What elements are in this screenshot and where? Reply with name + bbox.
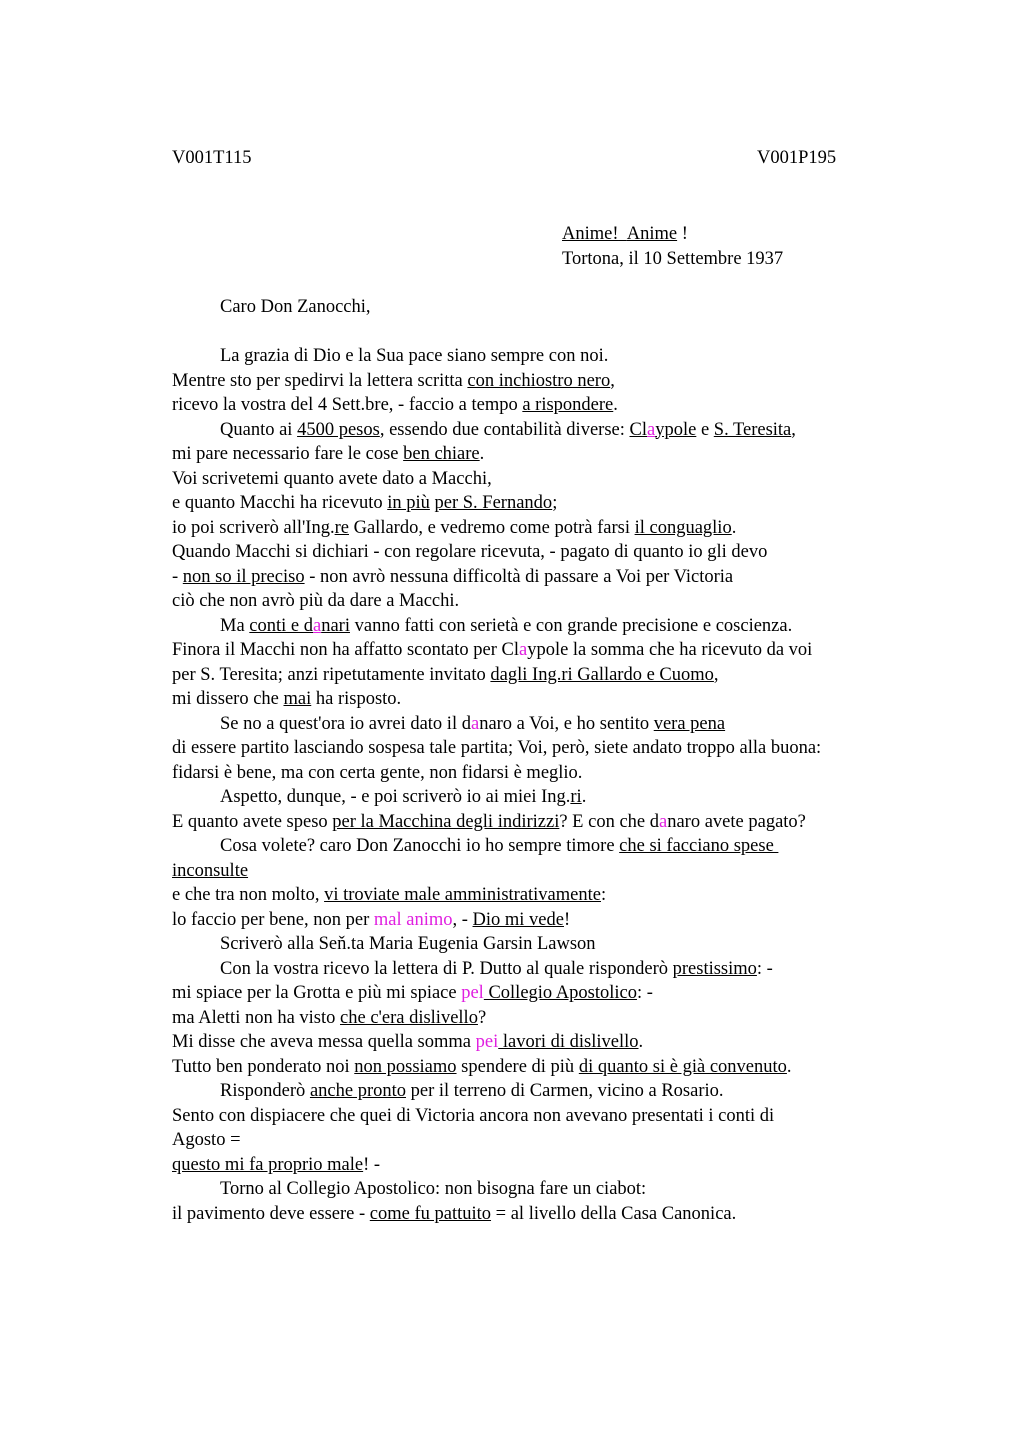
text-segment: Torno al Collegio Apostolico: non bisogna fare un ciabot:: [220, 1179, 647, 1199]
text-segment: di essere partito lasciando sospesa tale partita; Voi, però, siete andato troppo alla buona:: [172, 738, 822, 758]
letter-line: [172, 736, 912, 761]
letter-line: [172, 516, 912, 541]
motto: [562, 222, 783, 247]
letter-line: [172, 418, 912, 443]
text-segment: : -: [756, 958, 773, 979]
underlined-text: conti e d: [249, 615, 313, 636]
underlined-text: per la Macchina degli indirizzi: [332, 811, 560, 832]
highlighted-text: a: [470, 713, 480, 734]
text-segment: naro a Voi, e ho sentito: [479, 713, 654, 734]
text-segment: Cosa volete? caro Don Zanocchi io ho sempre timore: [220, 836, 620, 856]
text-segment: E quanto avete speso: [172, 811, 333, 832]
text-segment: Quanto ai: [220, 419, 298, 440]
underlined-text: con inchiostro nero: [467, 370, 611, 391]
letter-line: [172, 540, 912, 565]
text-segment: ;: [552, 493, 558, 513]
text-segment: ,: [610, 370, 615, 391]
underlined-text: questo mi fa proprio male: [172, 1154, 364, 1175]
underlined-text: re: [334, 517, 349, 538]
text-segment: .: [786, 1056, 792, 1077]
underlined-text: per S. Fernando: [434, 493, 553, 513]
underlined-text: nari: [321, 615, 350, 636]
underlined-text: ri: [570, 787, 582, 807]
text-segment: il pavimento deve essere -: [172, 1203, 370, 1224]
text-segment: mi spiace per la Grotta e più mi spiace: [172, 983, 462, 1003]
text-segment: .: [731, 517, 737, 538]
underlined-text: a rispondere: [522, 395, 614, 415]
text-segment: , essendo due contabilità diverse:: [379, 419, 630, 440]
text-segment: e quanto Macchi ha ricevuto: [172, 493, 388, 513]
text-segment: Risponderò: [220, 1081, 310, 1101]
text-segment: Voi scrivetemi quanto avete dato a Macchi,: [172, 468, 492, 489]
text-segment: ? E con che d: [559, 811, 659, 832]
text-segment: naro avete pagato?: [667, 811, 806, 832]
letter-line: [172, 810, 912, 835]
text-segment: Mi disse che aveva messa quella somma: [172, 1032, 476, 1052]
motto-word-1: Anime!: [562, 224, 619, 244]
text-segment: ?: [477, 1007, 487, 1028]
letter-line: [172, 1006, 912, 1031]
text-segment: e che tra non molto,: [172, 885, 325, 905]
letter-line: [172, 663, 912, 688]
text-segment: :: [600, 885, 607, 905]
text-segment: per S. Teresita; anzi ripetutamente invitato: [172, 664, 491, 685]
letter-line: [172, 565, 912, 590]
letter-line: [172, 1177, 912, 1202]
text-segment: - non avrò nessuna difficoltà di passare a Voi per Victoria: [304, 566, 734, 587]
text-segment: -: [172, 566, 183, 587]
text-segment: Ma: [220, 615, 250, 636]
letter-line: [172, 883, 912, 908]
text-segment: ciò che non avrò più da dare a Macchi.: [172, 591, 460, 611]
letter-line: [172, 614, 912, 639]
text-segment: Scriverò alla Seň.ta Maria Eugenia Garsin Lawson: [220, 934, 596, 954]
motto-end: !: [677, 224, 688, 244]
highlighted-text: mal animo: [373, 909, 453, 930]
archive-code-left: V001T115: [172, 148, 252, 168]
highlighted-text: pel: [461, 983, 484, 1003]
underlined-text: che c'era dislivello: [340, 1007, 478, 1028]
underlined-text: non possiamo: [354, 1056, 457, 1077]
text-segment: ma Aletti non ha visto: [172, 1007, 341, 1028]
underlined-text: di quanto si è già convenuto: [578, 1056, 787, 1077]
motto-word-2: Anime: [626, 224, 678, 244]
highlighted-text: a: [518, 640, 528, 660]
text-segment: Aspetto, dunque, - e poi scriverò io ai miei Ing.: [220, 787, 571, 807]
text-segment: io poi scriverò all'Ing.: [172, 517, 335, 538]
text-segment: ricevo la vostra del 4 Sett.bre, - faccio a tempo: [172, 395, 523, 415]
letter-line: [172, 369, 912, 394]
letter-line: [172, 1202, 912, 1227]
text-segment: Sento con dispiacere che quei di Victoria ancora non avevano presentati i conti di: [172, 1105, 775, 1126]
underlined-text: anche pronto: [309, 1081, 406, 1101]
text-segment: lo faccio per bene, non per: [172, 909, 374, 930]
letter-line: [172, 1030, 912, 1055]
text-segment: Gallardo, e vedremo come potrà farsi: [348, 517, 635, 538]
underlined-text: Cl: [629, 419, 647, 440]
letter-line: [172, 859, 912, 884]
underlined-text: dagli Ing.ri Gallardo e Cuomo: [490, 664, 714, 685]
highlighted-text: a: [646, 419, 656, 440]
letter-line: [172, 344, 912, 369]
text-segment: ,: [713, 664, 719, 685]
heading-block: [562, 222, 783, 271]
underlined-text: ypole: [655, 419, 697, 440]
highlighted-text: a: [313, 615, 322, 636]
text-segment: e: [696, 419, 714, 440]
text-segment: Se no a quest'ora io avrei dato il d: [220, 713, 471, 734]
letter-body: [172, 344, 912, 1226]
archive-code-right: V001P195: [757, 148, 837, 168]
text-segment: .: [613, 395, 618, 415]
motto-gap: [619, 224, 627, 244]
letter-line: [172, 981, 912, 1006]
letter-line: [172, 957, 912, 982]
letter-line: [172, 491, 912, 516]
text-segment: , -: [452, 909, 473, 930]
text-segment: .: [581, 787, 587, 807]
greeting: Caro Don Zanocchi,: [220, 297, 371, 317]
text-segment: = al livello della Casa Canonica.: [491, 1203, 737, 1224]
text-segment: vanno fatti con serietà e con grande precisione e coscienza.: [349, 615, 793, 636]
underlined-text: Dio mi vede: [472, 909, 564, 930]
underlined-text: vi troviate male amministrativamente: [324, 885, 601, 905]
text-segment: .: [479, 444, 485, 464]
underlined-text: vera pena: [653, 713, 726, 734]
highlighted-text: pei: [475, 1032, 499, 1052]
underlined-text: in più: [387, 493, 430, 513]
letter-line: [172, 442, 912, 467]
underlined-text: S. Teresita: [713, 419, 792, 440]
letter-line: [172, 1128, 912, 1153]
letter-line: [172, 785, 912, 810]
text-segment: Agosto =: [172, 1130, 241, 1150]
text-segment: ha risposto.: [311, 689, 402, 709]
text-segment: ypole la somma che ha ricevuto da voi: [527, 640, 813, 660]
text-segment: Quando Macchi si dichiari - con regolare ricevuta, - pagato di quanto io gli devo: [172, 542, 768, 562]
text-segment: per il terreno di Carmen, vicino a Rosario.: [406, 1081, 724, 1101]
letter-line: [172, 834, 912, 859]
letter-line: [172, 1104, 912, 1129]
letter-line: [172, 908, 912, 933]
text-segment: La grazia di Dio e la Sua pace siano sempre con noi.: [220, 346, 609, 366]
letter-line: [172, 932, 912, 957]
text-segment: Con la vostra ricevo la lettera di P. Dutto al quale risponderò: [220, 958, 673, 979]
text-segment: Finora il Macchi non ha affatto scontato per Cl: [172, 640, 519, 660]
underlined-text: come fu pattuito: [369, 1203, 492, 1224]
underlined-text: ben chiare: [403, 444, 480, 464]
letter-line: [172, 638, 912, 663]
letter-line: [172, 467, 912, 492]
letter-line: [172, 687, 912, 712]
letter-line: [172, 1055, 912, 1080]
underlined-text: che si facciano spese: [619, 836, 779, 856]
text-segment: mi pare necessario fare le cose: [172, 444, 404, 464]
underlined-text: 4500 pesos: [297, 419, 380, 440]
letter-line: [172, 589, 912, 614]
text-segment: mi dissero che: [172, 689, 284, 709]
text-segment: spendere di più: [456, 1056, 579, 1077]
underlined-text: inconsulte: [172, 860, 249, 881]
letter-line: [172, 761, 912, 786]
dateline: Tortona, il 10 Settembre 1937: [562, 248, 784, 269]
text-segment: Tutto ben ponderato noi: [172, 1056, 355, 1077]
text-segment: .: [638, 1032, 644, 1052]
underlined-text: non so il preciso: [182, 566, 305, 587]
underlined-text: il conguaglio: [634, 517, 732, 538]
underlined-text: lavori di dislivello: [498, 1032, 639, 1052]
text-segment: : -: [636, 983, 653, 1003]
underlined-text: prestissimo: [672, 958, 757, 979]
text-segment: !: [563, 909, 571, 930]
underlined-text: mai: [283, 689, 312, 709]
text-segment: Mentre sto per spedirvi la lettera scritta: [172, 370, 468, 391]
underlined-text: Collegio Apostolico: [483, 983, 637, 1003]
letter-line: [172, 1153, 912, 1178]
highlighted-text: a: [659, 811, 668, 832]
letter-line: [172, 393, 912, 418]
text-segment: ,: [791, 419, 796, 440]
letter-line: [172, 1079, 912, 1104]
letter-line: [172, 712, 912, 737]
text-segment: ! -: [363, 1154, 381, 1175]
text-segment: fidarsi è bene, ma con certa gente, non fidarsi è meglio.: [172, 762, 583, 783]
